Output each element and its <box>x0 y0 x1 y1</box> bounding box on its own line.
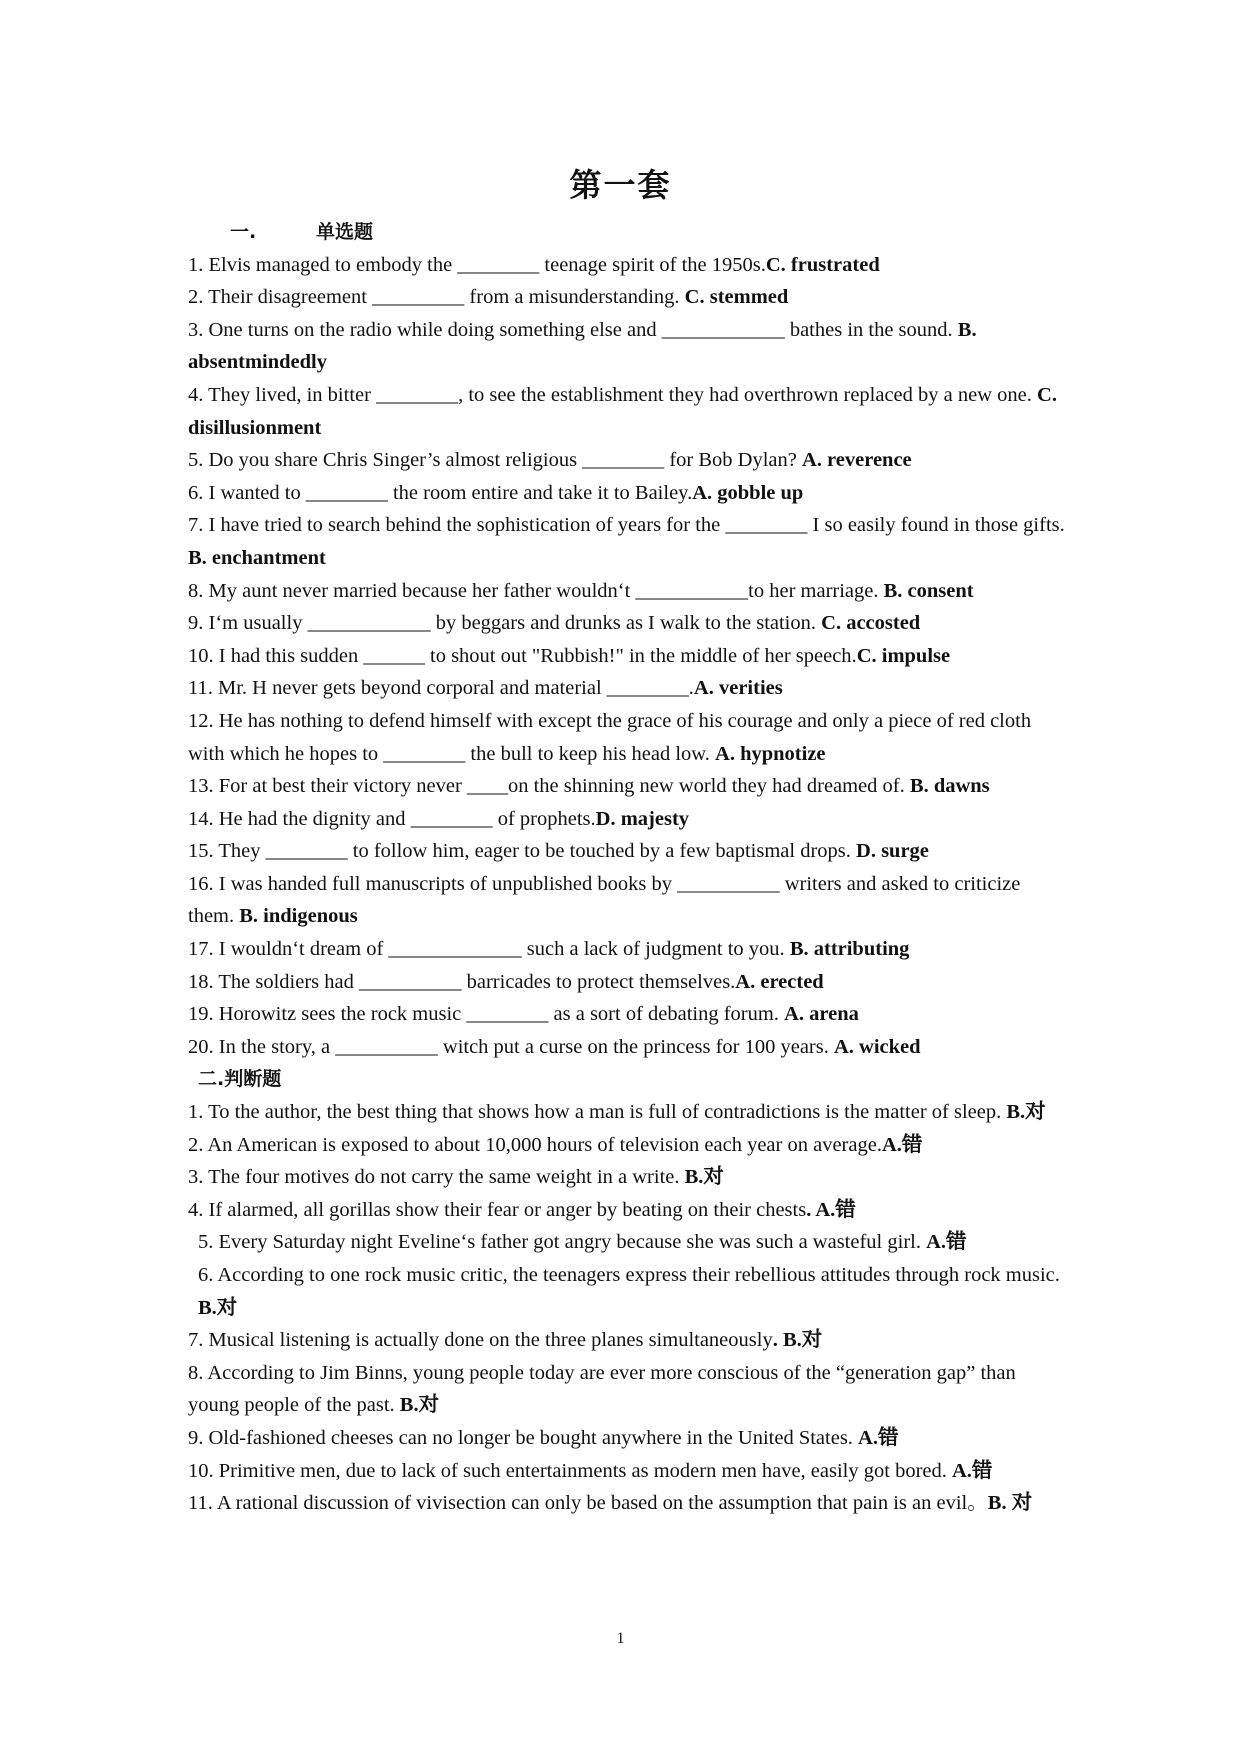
question-text: 2. Their disagreement _________ from a misunderstanding. <box>188 286 685 309</box>
answer-text: A. reverence <box>802 449 912 472</box>
section-heading-true-false: 二.判断题 <box>198 1068 282 1091</box>
answer-text: A.错 <box>926 1231 967 1254</box>
single-choice-item <box>188 672 1068 705</box>
answer-text: A. erected <box>735 970 824 993</box>
question-text: 14. He had the dignity and ________ of prophets. <box>188 807 596 830</box>
single-choice-item <box>188 998 1068 1031</box>
answer-text: A. gobble up <box>692 481 804 504</box>
question-text: 11. Mr. H never gets beyond corporal and material ________. <box>188 677 694 700</box>
question-text: 13. For at best their victory never ____on the shinning new world they had dreamed of. <box>188 775 910 798</box>
answer-text: C. impulse <box>856 644 951 667</box>
section-heading-single-choice <box>188 216 1068 249</box>
true-false-item <box>188 1161 1068 1194</box>
question-text: 4. If alarmed, all gorillas show their fear or anger by beating on their chests <box>188 1198 807 1221</box>
true-false-item <box>188 1455 1068 1488</box>
answer-text: A. hypnotize <box>715 742 826 765</box>
answer-text: B. indigenous <box>239 905 358 928</box>
question-text: 9. Old-fashioned cheeses can no longer be bought anywhere in the United States. <box>188 1426 859 1449</box>
answer-text: B. consent <box>883 579 974 602</box>
question-text: 6. According to one rock music critic, the teenagers express their rebellious attitudes through rock music. <box>198 1264 1060 1286</box>
answer-text: B.对 <box>198 1296 238 1319</box>
answer-text: . B.对 <box>772 1329 823 1352</box>
question-text: 2. An American is exposed to about 10,000 hours of television each year on average. <box>188 1133 882 1156</box>
single-choice-item <box>188 933 1068 966</box>
answer-text: B. absentmindedly <box>188 318 977 374</box>
true-false-item <box>188 1487 1068 1520</box>
question-text: 10. Primitive men, due to lack of such entertainments as modern men have, easily got bored. <box>188 1459 952 1482</box>
true-false-item <box>188 1096 1068 1129</box>
true-false-item <box>188 1129 1068 1162</box>
answer-text: B.对 <box>684 1166 724 1189</box>
question-text: 10. I had this sudden ______ to shout out "Rubbish!" in the middle of her speech. <box>188 644 857 667</box>
single-choice-item <box>188 477 1068 510</box>
single-choice-item <box>188 249 1068 282</box>
question-text: 16. I was handed full manuscripts of unpublished books by __________ writers and asked to criticize them. <box>188 872 1021 928</box>
question-text: 4. They lived, in bitter ________, to see the establishment they had overthrown replaced by a new one. <box>188 383 1038 406</box>
answer-text: C. frustrated <box>765 253 880 276</box>
single-choice-item <box>188 379 1068 444</box>
true-false-item <box>188 1324 1068 1357</box>
answer-text: A.错 <box>881 1133 923 1156</box>
answer-text: B.对 <box>399 1394 440 1417</box>
answer-text: C. stemmed <box>684 286 789 309</box>
answer-text: C. accosted <box>821 612 921 635</box>
single-choice-item <box>188 640 1068 673</box>
single-choice-list <box>188 249 1068 1064</box>
answer-text: A. arena <box>784 1003 859 1026</box>
single-choice-item <box>188 509 1068 574</box>
single-choice-item <box>188 607 1068 640</box>
question-text: 17. I wouldn‘t dream of _____________ such a lack of judgment to you. <box>188 938 790 961</box>
question-text: 6. I wanted to ________ the room entire and take it to Bailey. <box>188 481 693 504</box>
answer-text: A. verities <box>693 677 783 700</box>
question-text: 1. Elvis managed to embody the ________ teenage spirit of the 1950s. <box>188 253 766 276</box>
single-choice-item <box>188 966 1068 999</box>
true-false-item <box>188 1259 1068 1324</box>
question-text: 15. They ________ to follow him, eager to be touched by a few baptismal drops. <box>188 840 857 863</box>
question-text: 3. One turns on the radio while doing something else and ____________ bathes in the sound. <box>188 318 958 341</box>
single-choice-item <box>188 835 1068 868</box>
question-text: 5. Do you share Chris Singer’s almost religious ________ for Bob Dylan? <box>188 449 802 472</box>
answer-text: D. surge <box>856 840 929 863</box>
section-label: 单选题 <box>316 221 374 243</box>
question-text: 9. I‘m usually ____________ by beggars and drunks as I walk to the station. <box>188 612 822 635</box>
answer-text: B. enchantment <box>188 546 326 569</box>
question-text: 8. My aunt never married because her father wouldn‘t ___________to her marriage. <box>188 579 884 602</box>
single-choice-item <box>188 1031 1068 1064</box>
question-text: 7. Musical listening is actually done on the three planes simultaneously <box>188 1329 773 1352</box>
question-text: 18. The soldiers had __________ barricades to protect themselves. <box>188 970 736 993</box>
answer-text: B.对 <box>1006 1101 1046 1124</box>
true-false-list <box>188 1096 1068 1520</box>
answer-text: A.错 <box>952 1459 993 1482</box>
question-text: 8. According to Jim Binns, young people today are ever more conscious of the “generation gap” than young people of the past. <box>188 1361 1016 1417</box>
answer-text: B. attributing <box>789 938 910 961</box>
single-choice-item <box>188 770 1068 803</box>
single-choice-item <box>188 803 1068 836</box>
answer-text: C. disillusionment <box>188 383 1057 439</box>
document-body <box>188 216 1068 1520</box>
answer-text: D. majesty <box>595 807 690 830</box>
question-text: 3. The four motives do not carry the same weight in a write. <box>188 1166 685 1189</box>
answer-text: B. 对 <box>987 1492 1033 1515</box>
question-text: 19. Horowitz sees the rock music ________ as a sort of debating forum. <box>188 1003 785 1026</box>
page-number: 1 <box>616 1630 625 1647</box>
true-false-item <box>188 1194 1068 1227</box>
single-choice-item <box>188 281 1068 314</box>
single-choice-item <box>188 575 1068 608</box>
single-choice-item <box>188 314 1068 379</box>
single-choice-item <box>188 868 1068 933</box>
true-false-item <box>188 1422 1068 1455</box>
question-text: 12. He has nothing to defend himself with except the grace of his courage and only a piece of red cloth with which he hopes to ________ the bull to keep his head low. <box>188 709 1032 765</box>
question-text: 5. Every Saturday night Eveline‘s father got angry because she was such a wasteful girl. <box>198 1231 927 1254</box>
single-choice-item <box>188 444 1068 477</box>
page-title: 第一套 <box>569 166 672 204</box>
true-false-item <box>188 1357 1068 1422</box>
answer-text: A.错 <box>858 1426 899 1449</box>
question-text: 7. I have tried to search behind the sophistication of years for the ________ I so easily found in those gifts. <box>188 514 1065 537</box>
true-false-item <box>188 1226 1068 1259</box>
answer-text: A. wicked <box>833 1035 921 1058</box>
section-number: 一. <box>230 221 257 243</box>
answer-text: B. dawns <box>909 775 990 798</box>
question-text: 1. To the author, the best thing that shows how a man is full of contradictions is the matter of sleep. <box>188 1101 1007 1124</box>
single-choice-item <box>188 705 1068 770</box>
question-text: 20. In the story, a __________ witch put a curse on the princess for 100 years. <box>188 1035 834 1058</box>
answer-text: . A.错 <box>806 1198 856 1221</box>
question-text: 11. A rational discussion of vivisection can only be based on the assumption that pain is an evil。 <box>188 1492 988 1515</box>
